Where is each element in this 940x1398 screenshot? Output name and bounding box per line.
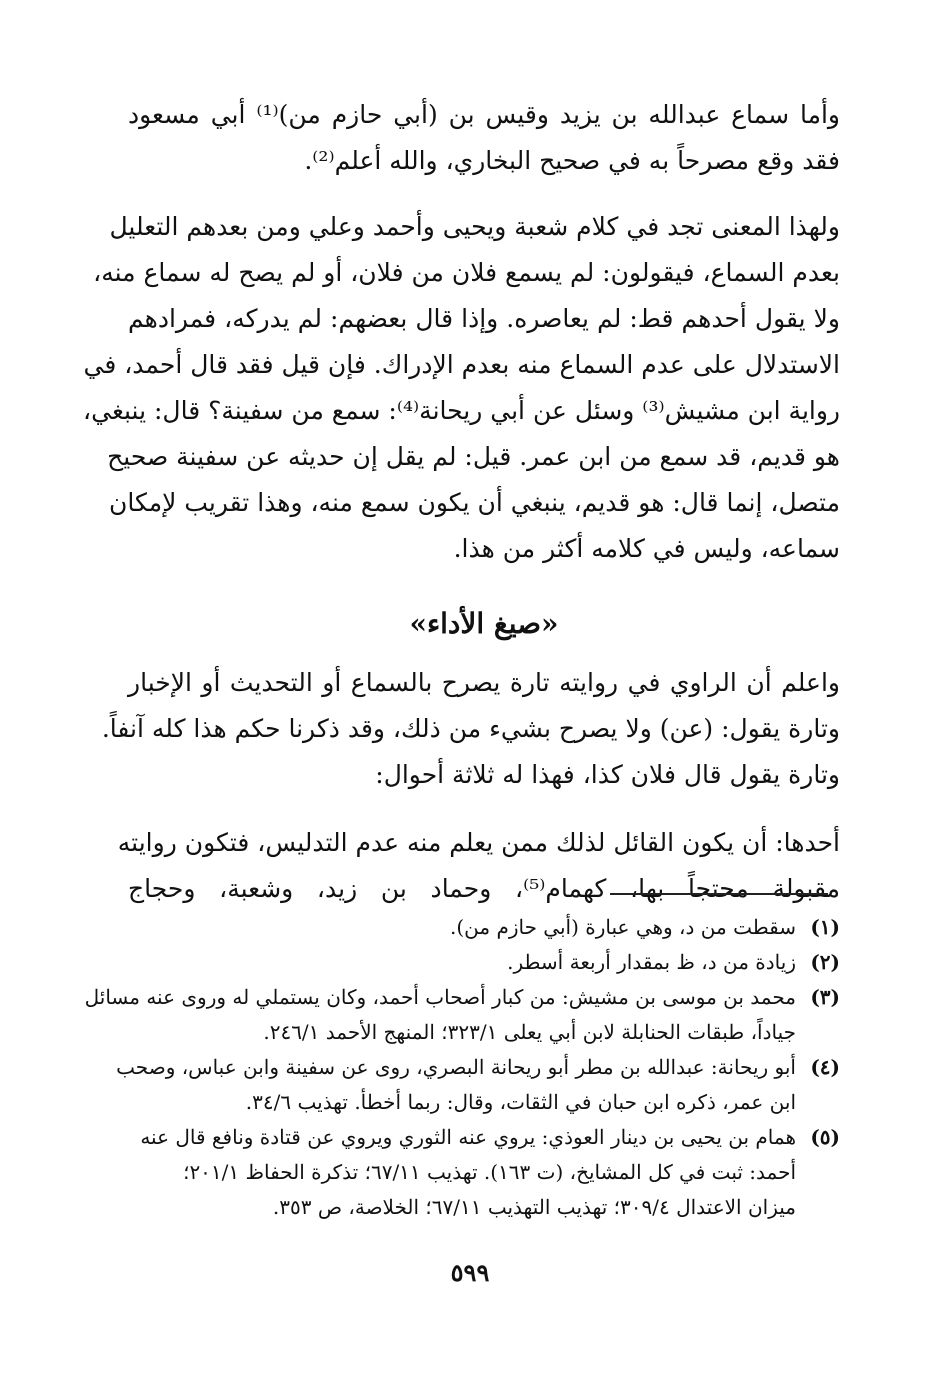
paragraph-1	[128, 92, 840, 184]
text-line: رواية ابن مشيش⁽³⁾ وسئل عن أبي ريحانة⁽⁴⁾: سمع من سفينة؟ قال: ينبغي،	[83, 396, 840, 425]
text-line: فقد وقع مصرحاً به في صحيح البخاري، والله أعلم⁽²⁾.	[304, 146, 840, 175]
text-line: وأما سماع عبدالله بن يزيد وقيس بن (أبي حازم من)⁽¹⁾ أبي مسعود	[128, 100, 840, 129]
text-line: واعلم أن الراوي في روايته تارة يصرح بالسماع أو التحديث أو الإخبار	[128, 668, 840, 697]
footnote-line: أحمد: ثبت في كل المشايخ، (ت ١٦٣). تهذيب ٦٧/١١؛ تذكرة الحفاظ ٢٠١/١؛	[183, 1160, 796, 1184]
footnote-number: (٤)	[810, 1055, 840, 1079]
text-line: أحدها: أن يكون القائل لذلك ممن يعلم منه عدم التدليس، فتكون روايته	[117, 828, 840, 857]
text-line: سماعه، وليس في كلامه أكثر من هذا.	[453, 534, 840, 563]
footnote-line: محمد بن موسى بن مشيش: من كبار أصحاب أحمد، وكان يستملي له وروى عنه مسائل	[84, 985, 796, 1009]
footnote-2	[128, 945, 840, 980]
footnote-body	[128, 910, 796, 945]
footnote-line: ميزان الاعتدال ٣٠٩/٤؛ تهذيب التهذيب ٦٧/١١؛ الخلاصة، ص ٣٥٣.	[272, 1195, 796, 1219]
paragraph-4	[117, 820, 841, 912]
footnote-body	[128, 945, 796, 980]
page-number: ٥٩٩	[450, 1258, 490, 1287]
footnote-3	[84, 980, 840, 1050]
footnote-4	[116, 1050, 840, 1120]
text-line: وتارة يقول قال فلان كذا، فهذا له ثلاثة أحوال:	[375, 760, 840, 789]
footnote-line: سقطت من د، وهي عبارة (أبي حازم من).	[450, 915, 796, 939]
footnote-body	[116, 1050, 796, 1120]
text-line: هو قديم، قد سمع من ابن عمر. قيل: لم يقل إن حديثه عن سفينة صحيح	[107, 442, 840, 471]
text-line: الاستدلال على عدم السماع منه بعدم الإدراك. فإن قيل فقد قال أحمد، في	[83, 350, 840, 379]
text-line: بعدم السماع، فيقولون: لم يسمع فلان من فلان، أو لم يصح له سماع منه،	[93, 258, 840, 287]
footnote-line: ابن عمر، ذكره ابن حبان في الثقات، وقال: ربما أخطأ. تهذيب ٣٤/٦.	[245, 1090, 796, 1114]
text-line: ولا يقول أحدهم قط: لم يعاصره. وإذا قال بعضهم: لم يدركه، فمرادهم	[128, 304, 840, 333]
footnote-number: (٢)	[810, 950, 840, 974]
footnote-number: (٥)	[810, 1125, 840, 1149]
paragraph-3	[101, 660, 840, 798]
footnotes	[84, 910, 840, 1225]
text-line: مقبولة محتجاً بها، كهمام⁽⁵⁾، وحماد بن زيد، وشعبة، وحجاج	[128, 874, 841, 903]
footnote-line: أبو ريحانة: عبدالله بن مطر أبو ريحانة البصري، روى عن سفينة وابن عباس، وصحب	[116, 1055, 796, 1079]
paragraph-2	[83, 204, 840, 572]
footnote-number: (١)	[810, 915, 840, 939]
footnote-body	[128, 1120, 796, 1225]
text-line: وتارة يقول: (عن) ولا يصرح بشيء من ذلك، وقد ذكرنا حكم هذا كله آنفاً.	[101, 714, 840, 743]
footnote-5	[128, 1120, 840, 1225]
footnote-1	[128, 910, 840, 945]
text-line: ولهذا المعنى تجد في كلام شعبة ويحيى وأحمد وعلي ومن بعدهم التعليل	[109, 212, 840, 241]
footnote-number: (٣)	[810, 985, 840, 1009]
text-line: متصل، إنما قال: هو قديم، ينبغي أن يكون سمع منه، وهذا تقريب لإمكان	[108, 488, 840, 517]
main-text	[83, 92, 841, 912]
section-heading: «صيغ الأداء»	[409, 607, 559, 640]
footnote-body	[85, 980, 796, 1050]
footnote-line: زيادة من د، ظ بمقدار أربعة أسطر.	[507, 950, 796, 974]
footnote-line: همام بن يحيى بن دينار العوذي: يروي عنه الثوري ويروي عن قتادة ونافع قال عنه	[140, 1125, 796, 1149]
footnote-divider	[610, 893, 828, 895]
footnote-line: جياداً، طبقات الحنابلة لابن أبي يعلى ٣٢٣/١؛ المنهج الأحمد ٢٤٦/١.	[263, 1020, 796, 1044]
